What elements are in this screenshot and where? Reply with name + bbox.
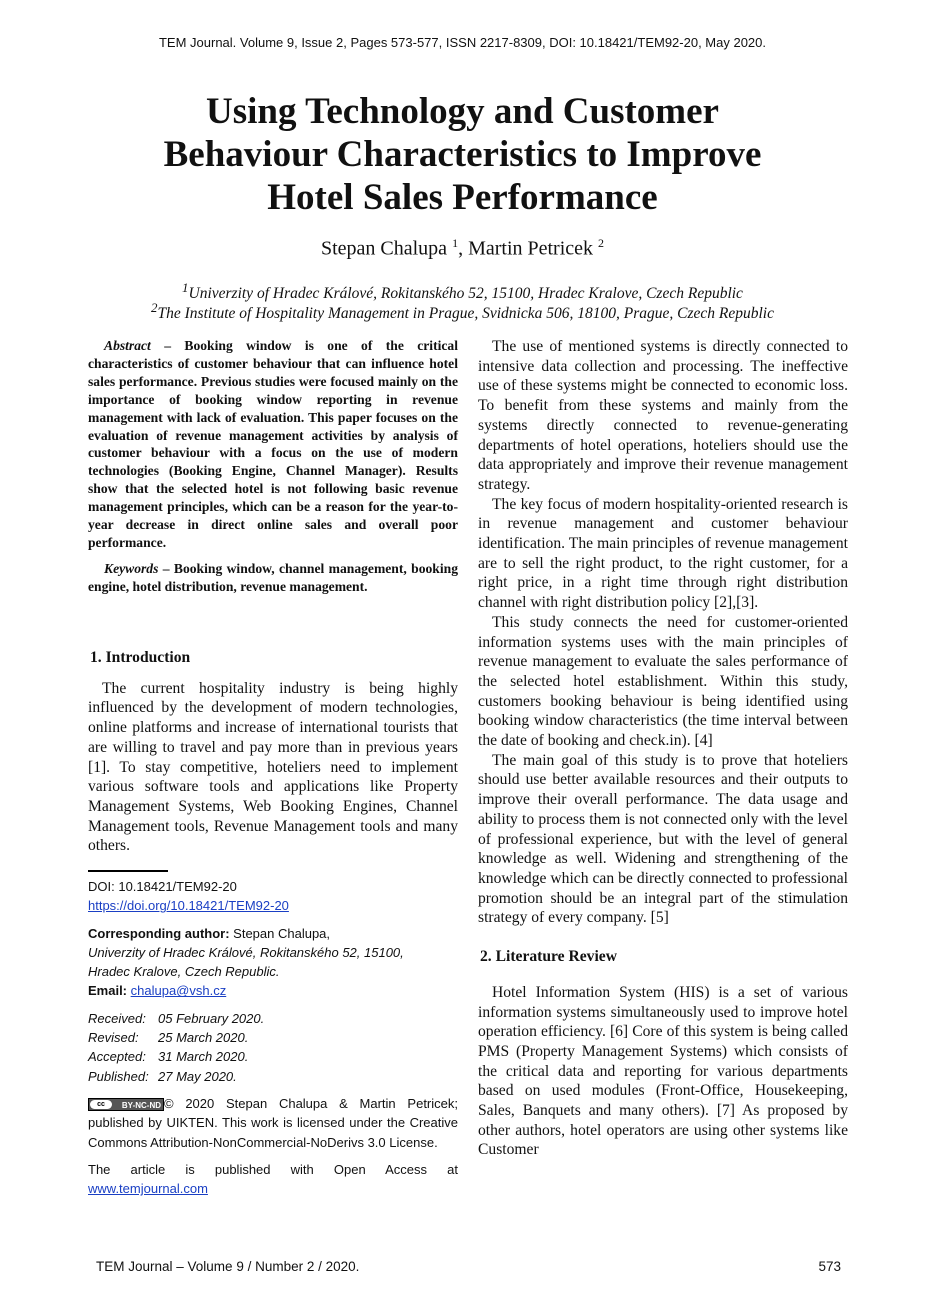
- footer-journal: TEM Journal – Volume 9 / Number 2 / 2020.: [96, 1259, 360, 1274]
- email-link[interactable]: chalupa@vsh.cz: [130, 983, 227, 999]
- author-name: Stepan Chalupa: [320, 237, 448, 260]
- aff-text: Univerzity of Hradec Králové, Rokitanského 52, 15100, Hradec Kralove, Czech Republic: [188, 285, 743, 303]
- doi-link[interactable]: https://doi.org/10.18421/TEM92-20: [88, 898, 289, 914]
- page-footer: [96, 1259, 841, 1274]
- paragraph: The use of mentioned systems is directly connected to intensive data collection and processing. The ineffective use of these systems might be connected to economic loss. To benefit from these systems and mainly from the systems directly connected to revenue-generating departments of hotel operations, hoteliers should use the data appropriately and improve their revenue management strategy.: [478, 338, 848, 493]
- doi: DOI: 10.18421/TEM92-20: [88, 879, 237, 894]
- introduction-section: [88, 648, 458, 856]
- license-text: © 2020 Stepan Chalupa & Martin Petricek; published by UIKTEN. This work is licensed under the Creative Commons Attribution-NonCommercial-NoDerivs 3.0 License.: [88, 1095, 458, 1150]
- date-label: Received:: [88, 1010, 146, 1026]
- date-value: 31 March 2020.: [158, 1049, 249, 1065]
- paragraph: The key focus of modern hospitality-oriented research is in revenue management and customer behaviour identification. The main principles of revenue management are to sell the right product, to the right customer, for a right price, in a right time through right distribution channel with right distribution policy [2],[3].: [478, 495, 848, 612]
- aff-sup: 1: [182, 280, 189, 295]
- footnote: [88, 877, 458, 1198]
- abstract-text: – Booking window is one of the critical characteristics of customer behaviour that can influence hotel sales performance. Previous studies were focused mainly on the importance of booking window reporting in revenue management with lack of evaluation. This paper focuses on the evaluation of revenue management activities by analysis of customer behaviour with a focus on the use of modern technologies (Booking Engine, Channel Manager). Results show that the selected hotel is not following basic revenue management principles, which can be a reason for the year-to-year decrease in direct online sales and overall poor performance.: [88, 338, 458, 550]
- dates: [88, 1009, 458, 1086]
- keywords-text: – Booking window, channel management, booking engine, hotel distribution, revenue management.: [88, 560, 458, 594]
- section-heading: 2. Literature Review: [480, 948, 617, 966]
- date-value: 05 February 2020.: [158, 1010, 265, 1026]
- corr-label: Corresponding author:: [88, 925, 230, 941]
- corr-name: Stepan Chalupa,: [229, 925, 331, 941]
- date-label: Accepted:: [88, 1049, 146, 1065]
- running-header: TEM Journal. Volume 9, Issue 2, Pages 573-577, ISSN 2217-8309, DOI: 10.18421/TEM92-20, May 2020.: [158, 35, 766, 50]
- paragraph: The current hospitality industry is being highly influenced by the development of modern technologies, online platforms and increase of international tourists that are willing to travel and pay more than in previous years [1]. To stay competitive, hoteliers need to implement various software tools and applications like Property Management Systems, Web Booking Engines, Channel Management tools, Revenue Management tools and many others.: [88, 679, 458, 855]
- authors: [0, 236, 925, 261]
- date-label: Revised:: [88, 1030, 139, 1046]
- title-line: Behaviour Characteristics to Improve: [163, 134, 762, 175]
- open-access-text: The article is published with Open Access at: [88, 1161, 458, 1177]
- paragraph: This study connects the need for customer-oriented information systems uses with the main principles of revenue management to evaluate the sales performance of the selected hotel establishment. Within this study, customers booking behaviour is being identified using booking window characteristics (the time interval between the date of booking and check.in). [4]: [478, 613, 848, 750]
- footnote-rule: [88, 870, 168, 872]
- date-label: Published:: [88, 1068, 149, 1084]
- aff-text: The Institute of Hospitality Management in Prague, Svidnicka 506, 18100, Prague, Czech Republic: [157, 305, 774, 323]
- cc-license-badge: [88, 1098, 164, 1111]
- author-sup: 1: [452, 236, 459, 250]
- right-column: [478, 337, 848, 1160]
- sep: ,: [458, 237, 469, 260]
- cc-logo: cc: [90, 1100, 112, 1109]
- title-line: Using Technology and Customer: [206, 91, 719, 132]
- author-sup: 2: [598, 236, 605, 250]
- abstract-label: Abstract: [104, 338, 151, 353]
- keywords-label: Keywords: [104, 560, 159, 576]
- paragraph: The main goal of this study is to prove that hoteliers should use better available resources and their outputs to improve their overall performance. The data usage and ability to process them is not connected only with the level of professional experience, but with the level of general knowledge as well. Widening and strengthening of the knowledge which can be directly connected to professional promotion should be an integral part of the stimulation strategy of every company. [5]: [478, 751, 848, 927]
- paper-title: [0, 90, 925, 219]
- affiliation: [0, 300, 925, 323]
- title-line: Hotel Sales Performance: [267, 177, 658, 218]
- page-number: 573: [818, 1259, 841, 1274]
- journal-link[interactable]: www.temjournal.com: [88, 1181, 208, 1197]
- date-value: 25 March 2020.: [158, 1030, 249, 1046]
- abstract: [88, 337, 458, 604]
- email-label: Email:: [88, 983, 128, 999]
- corr-address: Univerzity of Hradec Králové, Rokitanského 52, 15100,: [88, 944, 404, 960]
- corr-address: Hradec Kralove, Czech Republic.: [88, 964, 280, 980]
- cc-badge-text: BY-NC-ND: [121, 1101, 161, 1111]
- aff-sup: 2: [151, 300, 158, 315]
- author-name: Martin Petricek: [468, 237, 594, 260]
- date-value: 27 May 2020.: [158, 1068, 237, 1084]
- license: [88, 1094, 458, 1152]
- paragraph: Hotel Information System (HIS) is a set of various information systems simultaneously used to improve hotel operation efficiency. [6] Core of this system is being called PMS (Property Management Systems) which consists of the critical data and reporting for various departments based on used modules (Front-Office, Housekeeping, Sales, Banquets and many others). [7] As proposed by other authors, hotel operators are using other systems like Customer: [478, 983, 848, 1159]
- section-heading: 1. Introduction: [90, 649, 191, 666]
